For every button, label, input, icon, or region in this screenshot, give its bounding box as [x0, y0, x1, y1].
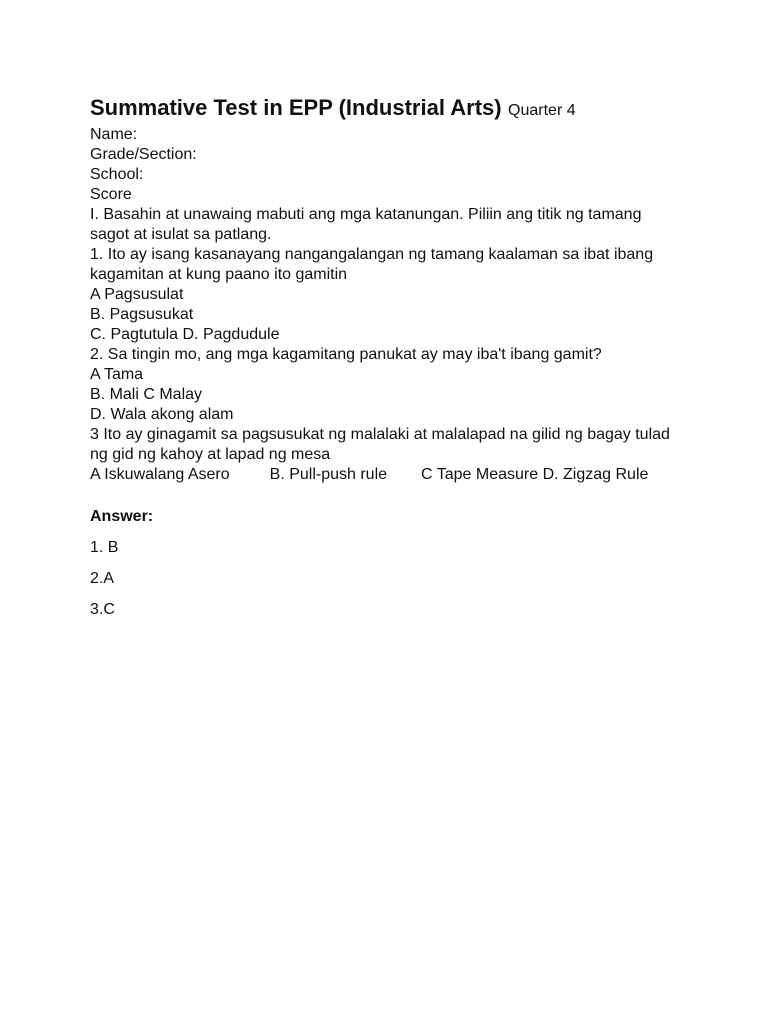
document-title: Summative Test in EPP (Industrial Arts): [90, 95, 502, 120]
option-line: C. Pagtutula D. Pagdudule: [90, 326, 280, 343]
field-name: Name:: [90, 126, 138, 143]
option-line: B. Pagsusukat: [90, 306, 194, 323]
option-line: A Tama: [90, 366, 144, 383]
option-row: [90, 465, 682, 485]
question-3: [90, 425, 682, 485]
document-page: [90, 94, 682, 620]
question-text: 1. Ito ay isang kasanayang nangangalangan ng tamang kaalaman sa ibat ibang kagamitan at kung paano ito gamitin: [90, 246, 654, 283]
option-line: A Pagsusulat: [90, 286, 184, 303]
question-2: [90, 345, 682, 425]
title-line: [90, 94, 682, 125]
option-c: C Tape Measure D. Zigzag Rule: [421, 466, 649, 483]
instructions: I. Basahin at unawaing mabuti ang mga katanungan. Piliin ang titik ng tamang sagot at isulat sa patlang.: [90, 206, 642, 243]
field-grade-section: Grade/Section:: [90, 146, 197, 163]
question-text: 2. Sa tingin mo, ang mga kagamitang panukat ay may iba't ibang gamit?: [90, 346, 602, 363]
option-line: B. Mali C Malay: [90, 386, 203, 403]
answer-item: 2.A: [90, 570, 115, 587]
quarter-label: Quarter 4: [508, 102, 576, 119]
option-b: B. Pull-push rule: [269, 466, 388, 483]
field-score: Score: [90, 186, 132, 203]
option-a: A Iskuwalang Asero: [90, 466, 230, 483]
answer-item: 1. B: [90, 539, 119, 556]
field-school: School:: [90, 166, 144, 183]
answer-heading: Answer:: [90, 508, 154, 525]
answer-item: 3.C: [90, 601, 115, 618]
question-1: [90, 245, 682, 345]
question-text: 3 Ito ay ginagamit sa pagsusukat ng malalaki at malalapad na gilid ng bagay tulad ng gid ng kahoy at lapad ng mesa: [90, 426, 670, 463]
option-line: D. Wala akong alam: [90, 406, 234, 423]
